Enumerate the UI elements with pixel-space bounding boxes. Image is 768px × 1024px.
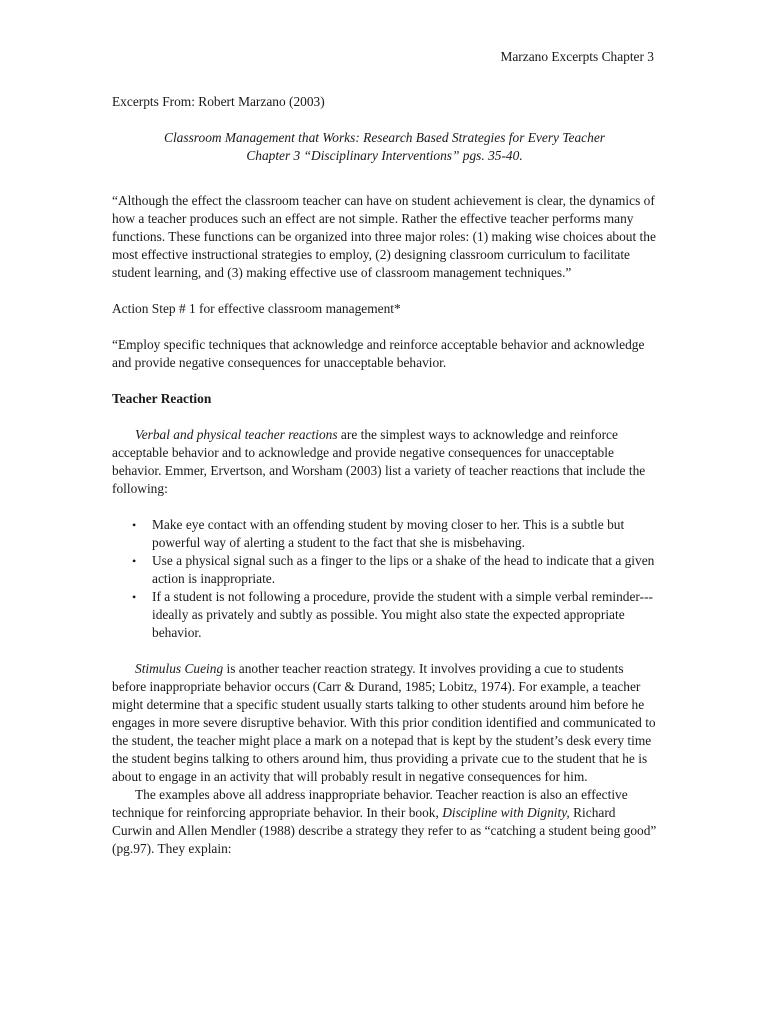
bullet-icon: • [132, 554, 137, 568]
list-item-text: If a student is not following a procedure, provide the student with a simple verbal reminder---ideally as privately and subtly as possible. You might also state the expected appropriate behavior. [152, 589, 653, 640]
source-line: Excerpts From: Robert Marzano (2003) [112, 94, 325, 109]
book-title-emphasis: Discipline with Dignity, [442, 805, 570, 820]
intro-paragraph [112, 426, 657, 498]
book-title-line-1: Classroom Management that Works: Research Based Strategies for Every Teacher [164, 130, 605, 145]
document-body [112, 93, 657, 858]
list-item [112, 516, 657, 552]
opening-quote: “Although the effect the classroom teacher can have on student achievement is clear, the dynamics of how a teacher produces such an effect are not simple. Rather the effective teacher performs many functions. These functions can be organized into three major roles: (1) making wise choices about the most effective instructional strategies to employ, (2) designing classroom curriculum to facilitate student learning, and (3) making effective use of classroom management techniques.” [112, 193, 656, 280]
stimulus-cueing-paragraph [112, 660, 657, 786]
section-heading: Teacher Reaction [112, 391, 212, 406]
cueing-emphasis: Stimulus Cueing [135, 661, 224, 676]
book-title-line-2: Chapter 3 “Disciplinary Interventions” pgs. 35-40. [246, 148, 523, 163]
list-item-text: Make eye contact with an offending student by moving closer to her. This is a subtle but powerful way of alerting a student to the fact that she is misbehaving. [152, 517, 625, 550]
list-item [112, 588, 657, 642]
action-step-label: Action Step # 1 for effective classroom management* [112, 301, 401, 316]
cueing-text: is another teacher reaction strategy. It involves providing a cue to students before inappropriate behavior occurs (Carr & Durand, 1985; Lobitz, 1974). For example, a teacher might determine that a specific student usually starts talking to other students around him before he engages in more severe disruptive behavior. With this prior condition identified and communicated to the student, the teacher might place a mark on a notepad that is kept by the student’s desk every time the student begins talking to others around him, thus providing a private cue to the student that he is about to engage in an activity that will probably result in negative consequences for him. [112, 661, 656, 784]
bullet-icon: • [132, 518, 137, 532]
running-header: Marzano Excerpts Chapter 3 [500, 49, 654, 64]
bullet-icon: • [132, 590, 137, 604]
intro-emphasis: Verbal and physical teacher reactions [135, 427, 338, 442]
closing-paragraph [112, 786, 657, 858]
reaction-list [112, 516, 657, 642]
action-step-quote: “Employ specific techniques that acknowledge and reinforce acceptable behavior and acknowledge and provide negative consequences for unacceptable behavior. [112, 337, 645, 370]
intro-text: are the simplest ways to acknowledge and reinforce acceptable behavior and to acknowledge and provide negative consequences for unacceptable behavior. Emmer, Ervertson, and Worsham (2003) list a variety of teacher reactions that include the following: [112, 427, 646, 496]
list-item-text: Use a physical signal such as a finger to the lips or a shake of the head to indicate that a given action is inappropriate. [152, 553, 655, 586]
closing-text-after: Richard Curwin and Allen Mendler (1988) describe a strategy they refer to as “catching a student being good” (pg.97). They explain: [112, 805, 657, 856]
list-item [112, 552, 657, 588]
book-title [112, 129, 657, 165]
closing-text-before: The examples above all address inappropriate behavior. Teacher reaction is also an effective technique for reinforcing appropriate behavior. In their book, [112, 787, 628, 820]
